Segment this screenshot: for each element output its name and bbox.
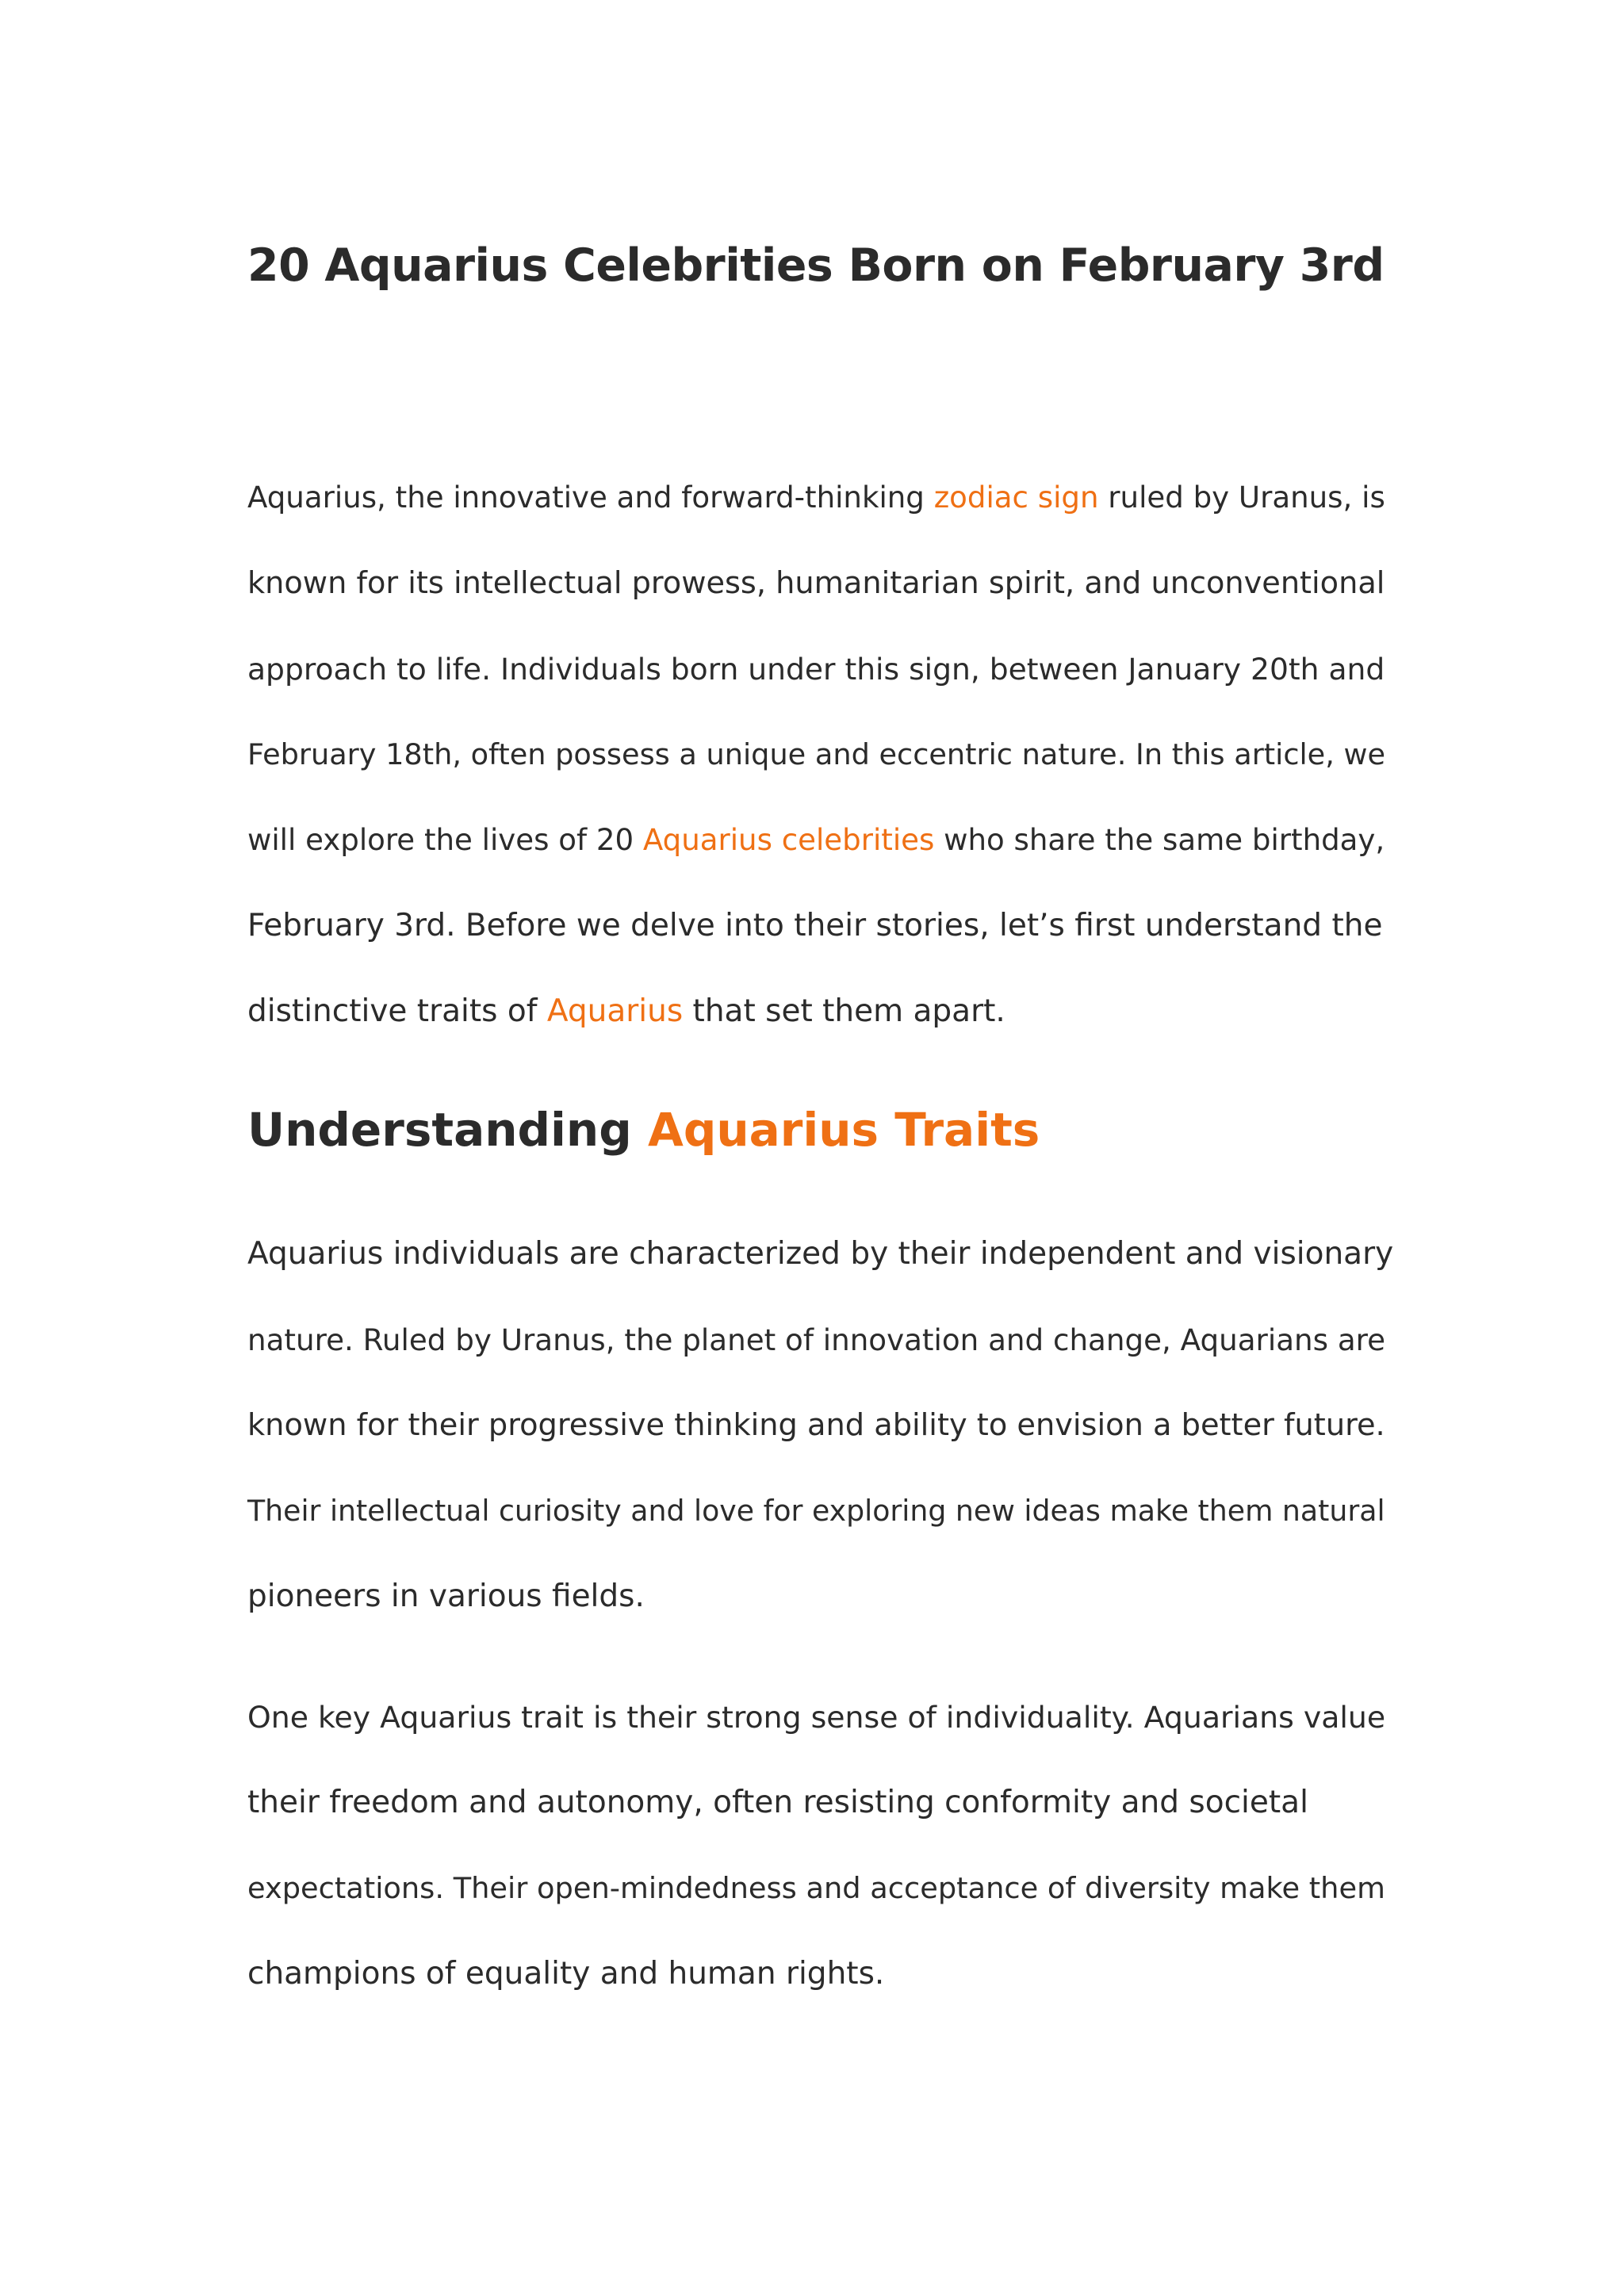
page-title: 20 Aquarius Celebrities Born on February 3rd xyxy=(247,239,1385,292)
text-segment: distinctive traits of xyxy=(247,993,547,1029)
text-line: champions of equality and human rights. xyxy=(247,1956,885,1992)
text-line xyxy=(247,969,1397,1054)
text-segment: will explore the lives of 20 xyxy=(247,823,643,857)
section-heading-prefix: Understanding xyxy=(247,1103,648,1157)
section-heading xyxy=(247,1094,1040,1165)
text-line: their freedom and autonomy, often resisting conformity and societal xyxy=(247,1785,1308,1820)
text-line xyxy=(247,798,1397,883)
text-line: known for their progressive thinking and ability to envision a better future. xyxy=(247,1407,1385,1443)
text-line: pioneers in various fields. xyxy=(247,1578,645,1614)
text-segment: that set them apart. xyxy=(683,993,1005,1029)
aquarius-traits-link[interactable]: Aquarius Traits xyxy=(647,1103,1040,1157)
text-line: Aquarius individuals are characterized by their independent and visionary xyxy=(247,1236,1394,1272)
text-line xyxy=(247,455,1397,541)
text-line: February 3rd. Before we delve into their stories, let’s first understand the xyxy=(247,908,1383,943)
traits-paragraph-1 xyxy=(247,1211,1397,1640)
text-segment: who share the same birthday, xyxy=(934,823,1385,857)
text-segment: ruled by Uranus, is xyxy=(1098,480,1385,515)
aquarius-celebrities-link[interactable]: Aquarius celebrities xyxy=(642,823,935,857)
intro-paragraph xyxy=(247,455,1397,1054)
text-line: One key Aquarius trait is their strong sense of individuality. Aquarians value xyxy=(247,1700,1386,1735)
text-line: approach to life. Individuals born under this sign, between January 20th and xyxy=(247,652,1385,687)
traits-paragraph-2 xyxy=(247,1674,1397,2017)
text-line: known for its intellectual prowess, humanitarian spirit, and unconventional xyxy=(247,565,1385,601)
text-line: expectations. Their open-mindedness and acceptance of diversity make them xyxy=(247,1871,1385,1905)
text-line: February 18th, often possess a unique and eccentric nature. In this article, we xyxy=(247,737,1386,771)
zodiac-sign-link[interactable]: zodiac sign xyxy=(933,480,1099,515)
text-line: Their intellectual curiosity and love for exploring new ideas make them natural xyxy=(247,1494,1385,1528)
aquarius-link[interactable]: Aquarius xyxy=(546,993,684,1029)
text-segment: Aquarius, the innovative and forward-thinking xyxy=(247,480,934,515)
text-line: nature. Ruled by Uranus, the planet of innovation and change, Aquarians are xyxy=(247,1322,1386,1357)
